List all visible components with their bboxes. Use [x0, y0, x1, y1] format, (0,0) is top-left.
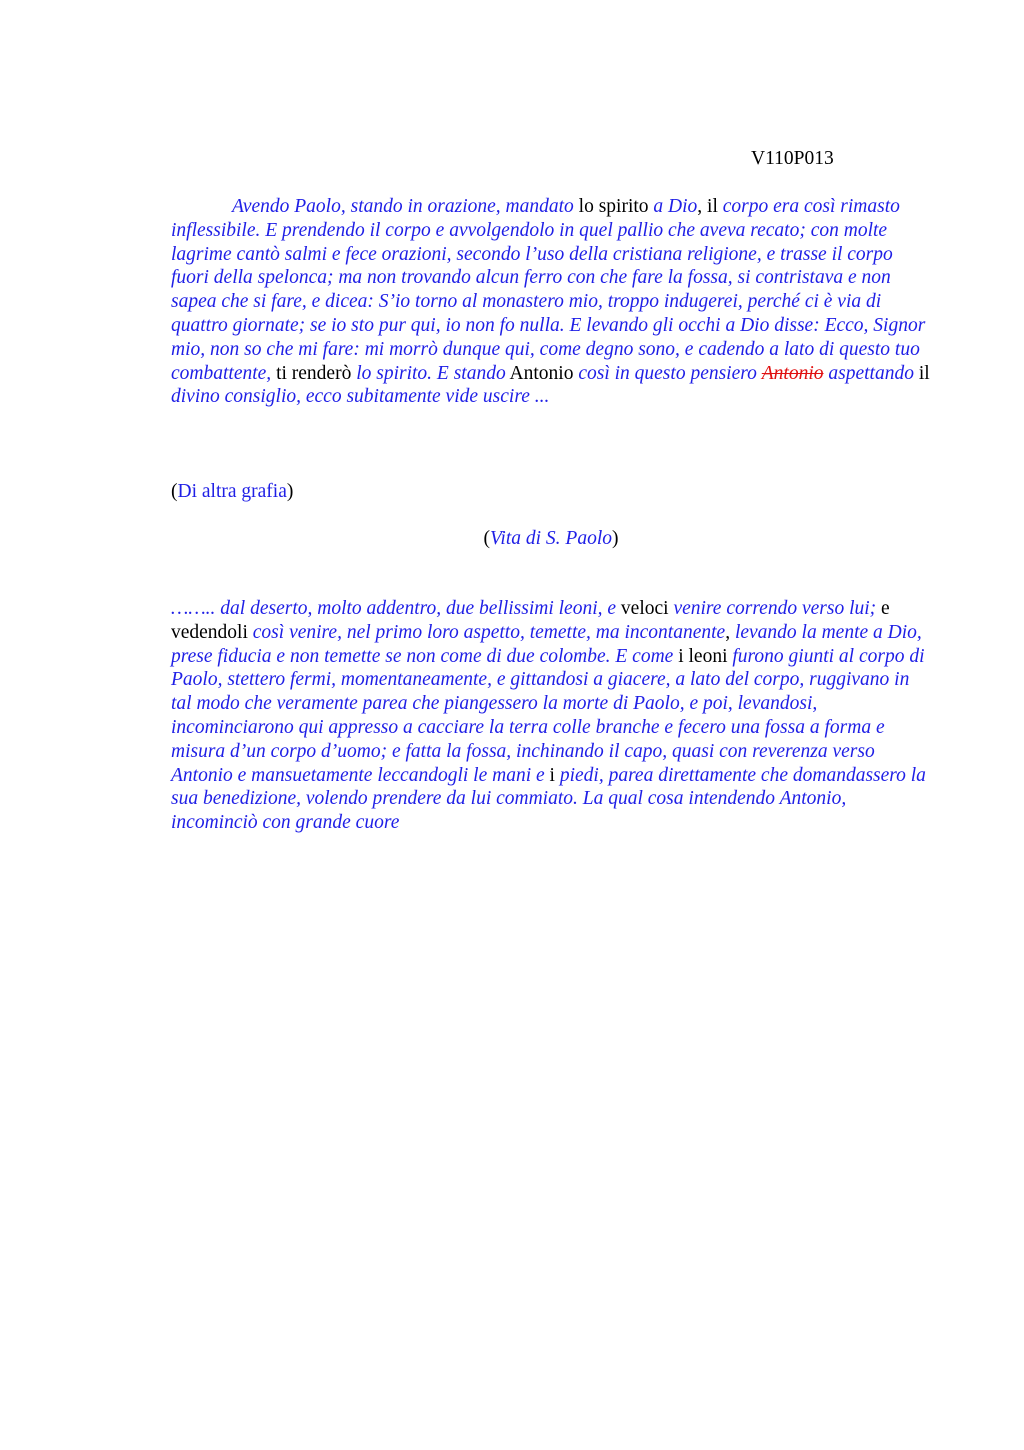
text-span: veloci — [616, 598, 674, 619]
text-span: levando la mente a Dio, prese fiducia e non temette se non come di due colombe. E come — [171, 621, 922, 667]
text-span: Antonio — [505, 362, 579, 384]
text-span: il — [913, 362, 930, 384]
text-span: così in questo pensiero — [578, 362, 757, 384]
paren-close: ) — [612, 528, 619, 549]
text-span: i leoni — [673, 645, 733, 667]
text-span: lo spirito. E stando — [356, 362, 506, 384]
section-heading — [171, 527, 931, 551]
page-id: V110P013 — [751, 148, 834, 169]
text-span: furono giunti al corpo di Paolo, stettero fermi, momentaneamente, e gittandosi a giacere, a lato del corpo, ruggivano in tal modo che veramente parea che piangessero la morte di Paolo, e poi, levandosi, incominciarono qui appresso a cacciare la terra colle branche e fecero una fossa a forma e misura d’un corpo d’uomo; e fatta la fossa, inchinando il capo, quasi con reverenza verso Antonio e mansuetamente leccandogli le mani e — [171, 645, 925, 786]
text-span: aspettando — [828, 362, 914, 384]
paragraph-lions — [171, 597, 931, 835]
paren-open: ( — [171, 481, 178, 502]
text-span: così venire, nel primo loro aspetto, temette, ma incontanente — [252, 621, 726, 643]
text-span: piedi, parea direttamente che domandassero la sua benedizione, volendo prendere da lui commiato. La qual cosa intendendo Antonio, incominciò con grande cuore — [171, 764, 926, 834]
text-span: venire correndo verso lui; — [673, 598, 877, 619]
note-text: Di altra grafia — [177, 481, 287, 502]
paragraph-paolo-death — [171, 195, 931, 409]
heading-text: Vita di S. Paolo — [489, 528, 613, 549]
text-span: …….. dal deserto, molto addentro, due bellissimi leoni, e — [171, 598, 617, 619]
text-span: , il — [697, 196, 723, 217]
text-span: , — [725, 621, 735, 643]
paren-close: ) — [286, 481, 294, 502]
text-span: Avendo Paolo, stando in orazione, mandato — [232, 196, 574, 217]
text-span: divino consiglio, ecco subitamente vide uscire ... — [171, 386, 550, 408]
paren-open: ( — [483, 528, 490, 549]
paragraph-handwriting-note — [171, 480, 931, 504]
text-span: a Dio — [653, 196, 698, 217]
text-span: ti renderò — [271, 362, 357, 384]
text-span: corpo era così rimasto inflessibile. E prendendo il corpo e avvolgendolo in quel pallio che aveva recato; con molte lagrime cantò salmi e fece orazioni, secondo l’uso della cristiana religione, e trasse il corpo fuori della spelonca; ma non trovando alcun ferro con che fare la fossa, si contristava e non sapea che si fare, e dicea: S’io torno al monastero mio, troppo indugerei, perché ci è via di quattro giornate; se io sto pur qui, io non fo nulla. E levando gli occhi a Dio disse: Ecco, Signor mio, non so che mi fare: mi morrò dunque qui, come degno sono, e cadendo a lato di questo tuo combattente, — [171, 196, 926, 384]
text-span: i — [544, 764, 560, 786]
text-span: e vedendoli — [171, 598, 890, 643]
text-span: lo spirito — [573, 196, 654, 217]
deleted-text: Antonio — [761, 362, 824, 384]
